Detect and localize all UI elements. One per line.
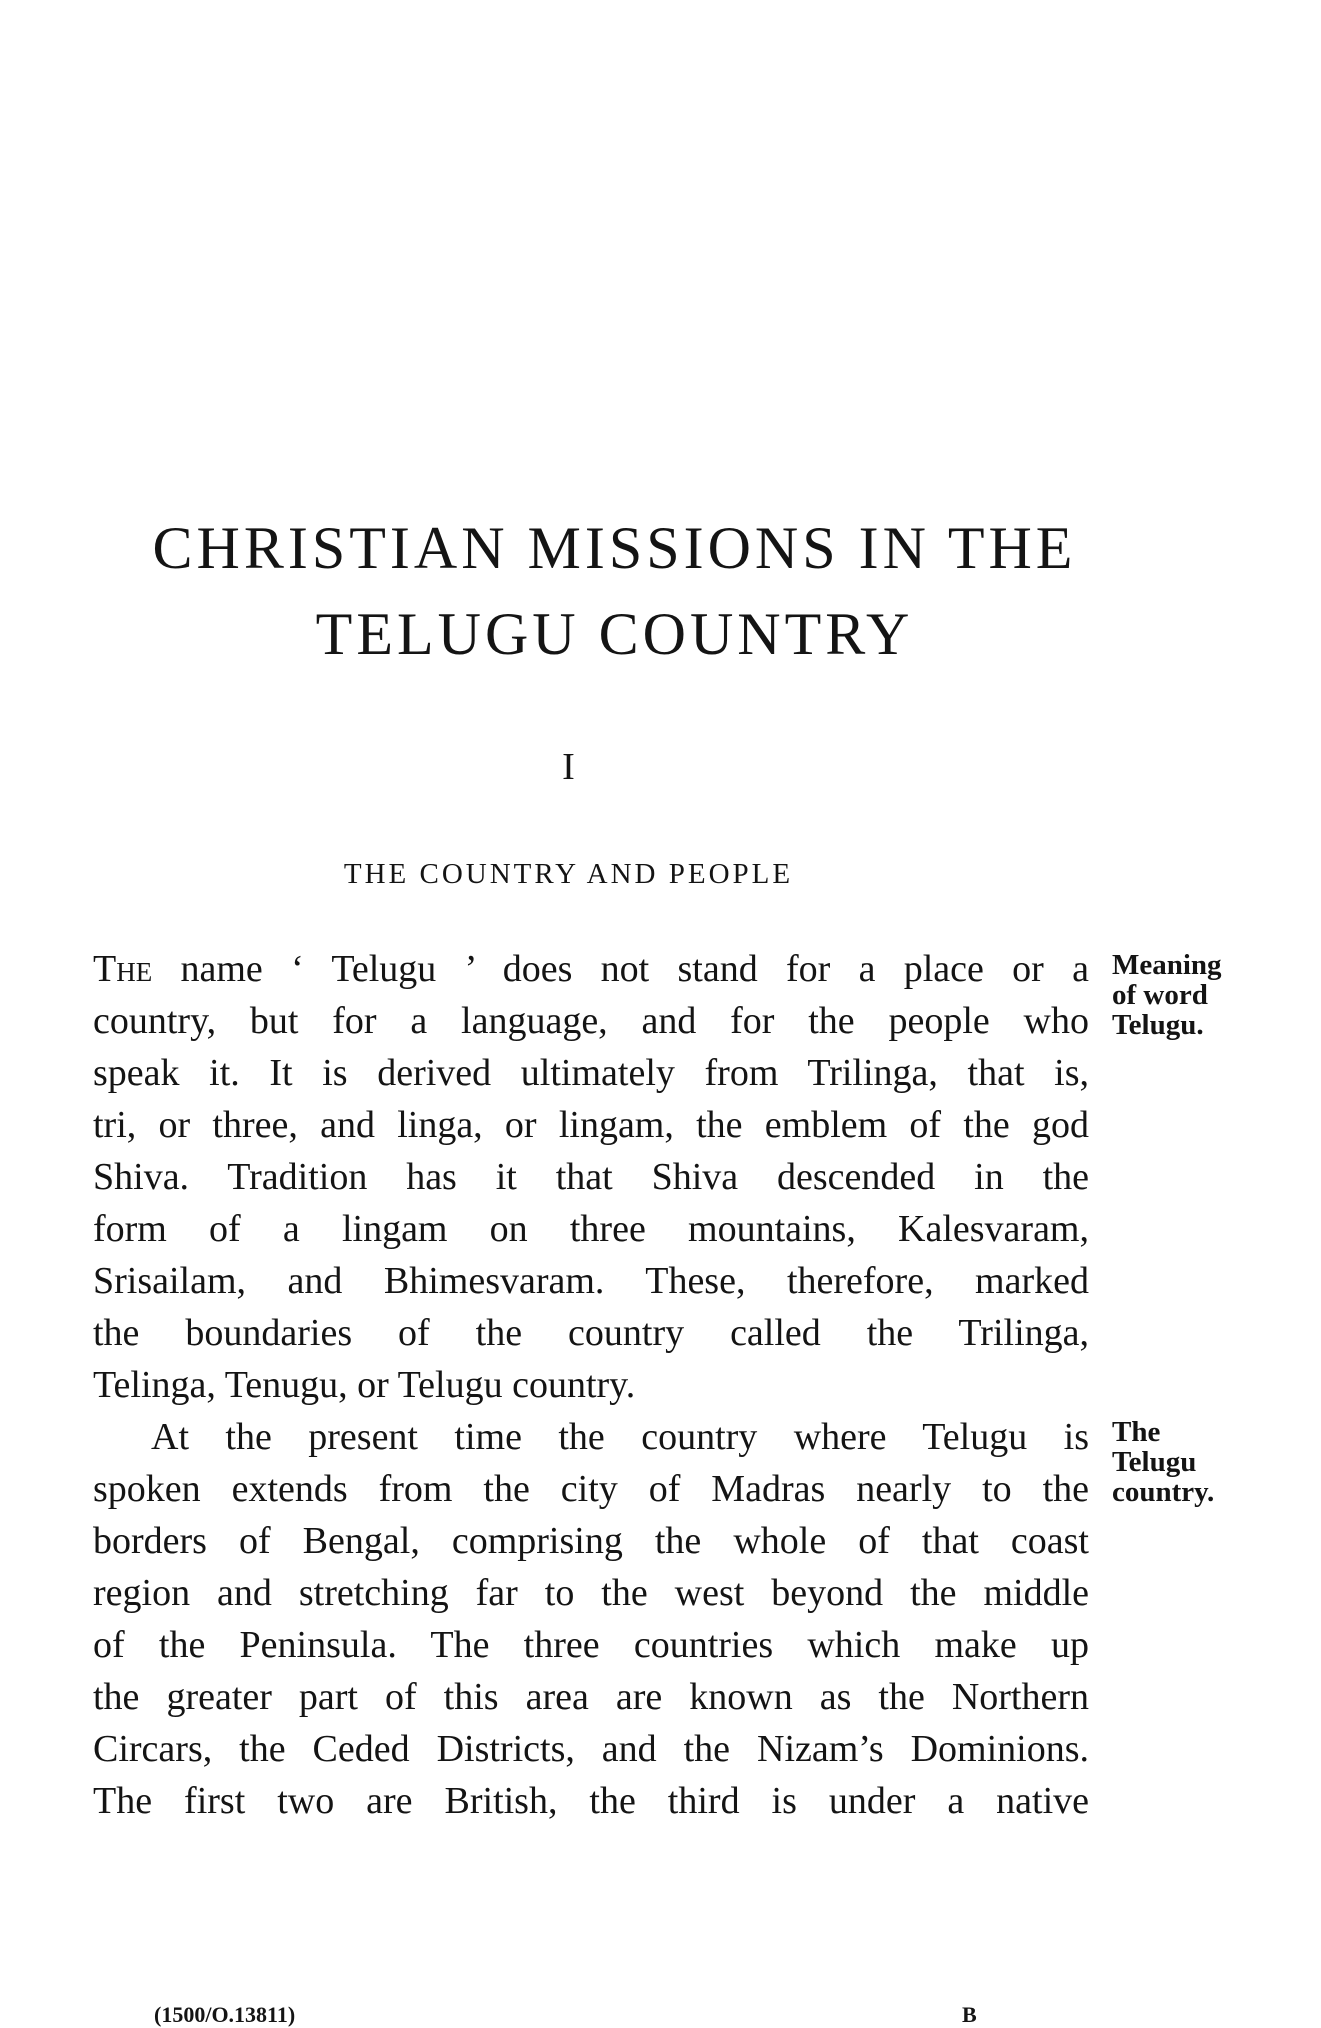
text-line: Shiva. Tradition has it that Shiva descended in the: [93, 1156, 1089, 1198]
text-line: At the present time the country where Telugu is: [151, 1416, 1089, 1458]
margin-note-line: Meaning: [1112, 949, 1222, 981]
text-line: [93, 943, 1089, 995]
book-title-line-2: TELUGU COUNTRY: [315, 601, 914, 667]
text-line: Telinga, Tenugu, or Telugu country.: [93, 1364, 636, 1406]
text-line: name ‘ Telugu ’ does not stand for a place or a: [152, 948, 1089, 990]
margin-note-line: The: [1112, 1416, 1161, 1448]
text-line: The first two are British, the third is under a native: [93, 1780, 1089, 1822]
body-text: [93, 943, 1089, 1827]
text-line: speak it. It is derived ultimately from Trilinga, that is,: [93, 1052, 1089, 1094]
paragraph-2: [93, 1411, 1089, 1827]
sheet-mark: B: [962, 2002, 977, 2027]
margin-note-line: Telugu.: [1112, 1009, 1204, 1041]
book-title-line-1: CHRISTIAN MISSIONS IN THE: [152, 515, 1077, 581]
paragraph-1: [93, 943, 1089, 1411]
text-line: the boundaries of the country called the Trilinga,: [93, 1312, 1089, 1354]
text-line: borders of Bengal, comprising the whole of that coast: [93, 1520, 1089, 1562]
text-line: tri, or three, and linga, or lingam, the emblem of the god: [93, 1104, 1089, 1146]
text-line: Circars, the Ceded Districts, and the Nizam’s Dominions.: [93, 1728, 1089, 1770]
text-line: region and stretching far to the west beyond the middle: [93, 1572, 1089, 1614]
text-line: The: [93, 948, 153, 990]
text-line: country, but for a language, and for the people who: [93, 1000, 1089, 1042]
printer-signature: (1500/O.13811): [154, 2002, 296, 2027]
text-line: the greater part of this area are known as the Northern: [93, 1676, 1089, 1718]
text-line: of the Peninsula. The three countries which make up: [93, 1624, 1089, 1666]
chapter-number: I: [562, 746, 575, 788]
margin-note-country: [1112, 1417, 1252, 1507]
text-line: form of a lingam on three mountains, Kalesvaram,: [93, 1208, 1089, 1250]
text-line: Srisailam, and Bhimesvaram. These, therefore, marked: [93, 1260, 1089, 1302]
margin-note-meaning: [1112, 950, 1252, 1040]
text-line: spoken extends from the city of Madras nearly to the: [93, 1468, 1089, 1510]
margin-note-line: country.: [1112, 1476, 1215, 1508]
margin-note-line: of word: [1112, 979, 1208, 1011]
chapter-title: THE COUNTRY AND PEOPLE: [343, 858, 794, 890]
book-title: [0, 505, 1321, 677]
margin-note-line: Telugu: [1112, 1446, 1197, 1478]
